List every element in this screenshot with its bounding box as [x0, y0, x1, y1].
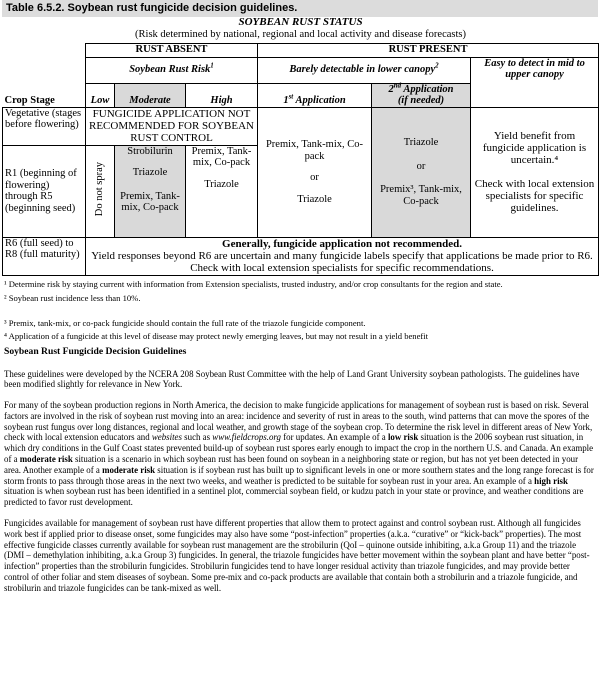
footnote-4: ⁴ Application of a fungicide at this level of disease may protect newly emerging leaves, but may not result in a yield benefit: [4, 331, 429, 341]
first-application-header: 1st Application: [258, 83, 372, 107]
footnote-2: ² Soybean rust incidence less than 10%.: [4, 293, 141, 303]
footnote-1: ¹ Determine risk by staying current with information from Extension specialists, trusted industry, and/or crop consultants for the region and state.: [4, 278, 503, 289]
first-application-cell: Premix, Tank-mix, Co-pack or Triazole: [258, 107, 372, 237]
easy-detect-header: Easy to detect in mid to upper canopy: [471, 57, 599, 107]
status-subtitle: (Risk determined by national, regional and local activity and disease forecasts): [135, 28, 466, 40]
crop-stage-header: Crop Stage: [4, 95, 55, 106]
easy-detect-cell: Yield benefit from fungicide application is uncertain.⁴ Check with local extension specialists for specific guidelines.: [471, 107, 599, 237]
status-title: SOYBEAN RUST STATUS: [238, 16, 363, 28]
rust-present-header: RUST PRESENT: [258, 43, 599, 57]
second-application-cell: Triazole or Premix³, Tank-mix, Co-pack: [372, 107, 471, 237]
paragraph-risk: For many of the soybean production regions in North America, the decision to make fungicide applications for management of soybean rust is based on risk. Several factors are involved in the risk of soybean rust moving into an area: incidence and severity of rust in areas to the south, wind patterns that can move the spores of the soybean rust fungus over long distances, regional and local weather, and growth stage of the soybean crop. To determine the risk level in different areas of New York, check with local extension educators and websites such as www.fieldcrops.org for updates. An example of a low risk situation is the 2006 soybean rust situation, in which dry conditions in the Gulf Coast states prevented build-up of soybean rust spores early enough to impact the crop in the northern U.S. and Canada. An example of a moderate risk situation is a scenario in which soybean rust has been found on soybean in a neighboring state or region, but has not yet been detected in your area. Another example of a moderate risk situation is if soybean rust has built up to significant levels in one or more southern states and the long range forecast is for storm fronts to pass through those areas in the next two weeks, and weather is predicted to be suitable for soybean rust in your area. An example of a high risk situation is when soybean rust has been identified in a sentinel plot, commercial soybean field, or kudzu patch in your state or province, and weather conditions are predicted to favor rust development.: [4, 400, 594, 508]
section-title: Soybean Rust Fungicide Decision Guidelines: [4, 345, 187, 357]
barely-detectable-header: Barely detectable in lower canopy: [289, 64, 436, 76]
footnote-3: ³ Premix, tank-mix, or co-pack fungicide should contain the full rate of the triazole fungicide component.: [4, 317, 366, 328]
vegetative-stage-cell: Vegetative (stages before flowering): [3, 107, 86, 145]
rust-absent-header: RUST ABSENT: [86, 43, 258, 57]
second-application-header: 2nd Application (if needed): [372, 83, 471, 107]
moderate-cell: Strobilurin Triazole Premix, Tank-mix, Co-pack: [115, 145, 186, 237]
high-cell: Premix, Tank-mix, Co-pack Triazole: [186, 145, 258, 237]
decision-table: SOYBEAN RUST STATUS (Risk determined by national, regional and local activity and disease forecasts) RUST ABSENT RUST PRESENT Soybean Rust Risk$^1$ Barely detectable in lower canopy$^2$ Easy to detect in mid to upper canopy Crop Stage Low Moderate High 1st Application 2nd Application (if needed) Vegetative (stages before flowering) FUNGICIDE APPLICATION NOT RECOMMENDED FOR SOYBEAN RUST CONTROL Premix, Tank-mix, Co-pack or Triazole Triazole or Premix³, Tank-mix, Co-pack Yield benefit from fungicide application is uncertain.⁴ Check with local extension specialists for specific guidelines. R1 (beginning of flowering) through R5 (beginning seed) Do not spray Strobilurin Triazole Premix, Tank-mix, Co-pack Premix, Tank-mix, Co-pack Triazole R6 (full seed) to R8 (full maturity) Generally, fungicide application not recommended. Yield responses beyond R6 are uncertain and many fungicide labels specify that applications be made prior to R6. Check with local extension specialists for specific recommendations.: [2, 17, 599, 276]
high-header: High: [186, 83, 258, 107]
r1-r5-stage-cell: R1 (beginning of flowering) through R5 (beginning seed): [3, 145, 86, 237]
table-caption: Table 6.5.2. Soybean rust fungicide decision guidelines.: [2, 0, 598, 17]
paragraph-fungicides: Fungicides available for management of soybean rust have different properties that allow them to protect against and control soybean rust. Although all fungicides work best if applied prior to disease onset, some fungicides may also have some “post-infection” properties (a.k.a. “curative” or “kick-back” properties). The most effective fungicide classes currently available for soybean rust management are the strobilurin (QoI – quinone outside inhibiting, a.k.a Group 11) and the triazole (DMI – demethylation inhibiting, a.k.a Group 3) fungicides. In general, the triazole fungicides have better movement within the soybean plant and have better “post-infection” properties than the strobilurin fungicides. Strobilurin fungicides tend to have longer residual activity than triazole fungicides, and may provide better control of other foliar and stem diseases of soybean. Some pre-mix and co-pack products are available that contain both a strobilurin and a triazole fungicide, and strobilurin and triazole fungicides can be tank-mixed as well.: [4, 518, 590, 593]
r6-r8-stage-cell: R6 (full seed) to R8 (full maturity): [3, 237, 86, 275]
page: [2, 0, 598, 594]
do-not-spray-label: Do not spray: [94, 162, 106, 217]
moderate-header: Moderate: [115, 83, 186, 107]
paragraph-intro: These guidelines were developed by the NCERA 208 Soybean Rust Committee with the help of Land Grant University soybean pathologists. The guidelines have been modified slightly for relevance in New York.: [4, 368, 580, 390]
low-header: Low: [86, 83, 115, 107]
not-recommended-cell: FUNGICIDE APPLICATION NOT RECOMMENDED FOR SOYBEAN RUST CONTROL: [86, 107, 258, 145]
risk-header: Soybean Rust Risk: [129, 64, 211, 76]
r6-r8-note-cell: Generally, fungicide application not recommended. Yield responses beyond R6 are uncertain and many fungicide labels specify that applications be made prior to R6. Check with local extension specialists for specific recommendations.: [86, 237, 599, 275]
